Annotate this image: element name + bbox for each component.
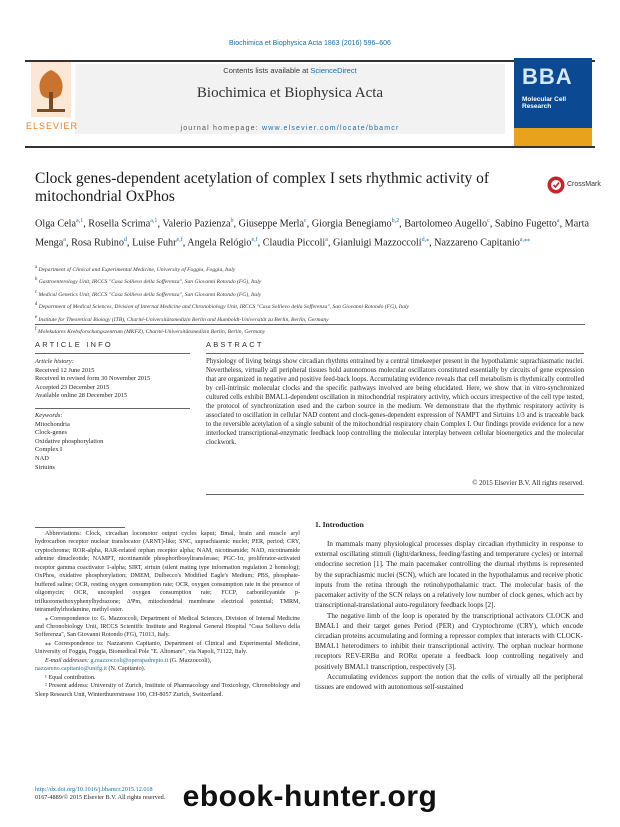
history-item: Received 12 June 2015 — [35, 366, 95, 374]
introduction-body — [315, 539, 583, 692]
abstract-heading: ABSTRACT — [206, 340, 264, 349]
cover-subtitle: Molecular Cell Research — [522, 96, 567, 110]
history-label: Article history: — [35, 358, 74, 365]
cover-title: BBA — [522, 64, 573, 89]
keyword-item: Sirtuins — [35, 463, 55, 471]
author-separator: , — [127, 237, 133, 249]
introduction-heading: 1. Introduction — [315, 520, 364, 529]
author-separator: , — [489, 218, 495, 230]
issn-line: 0167-4889/© 2015 Elsevier B.V. All rights reserved. — [35, 794, 166, 802]
journal-cover[interactable] — [514, 58, 592, 146]
author-affiliation-marker[interactable]: d,⁎ — [421, 237, 430, 244]
author-name[interactable]: Luise Fuhr — [132, 237, 177, 249]
email-label: E-mail addresses: — [45, 657, 91, 664]
author-affiliation-marker[interactable]: a — [63, 237, 66, 244]
article-history — [35, 358, 195, 401]
abstract-bottom-rule — [206, 494, 584, 495]
email-addresses — [35, 657, 300, 674]
affiliation-text: Institute for Theoretical Biology (ITB), Charité-Universitätsmedizin Berlin and Humboldt-Universität zu Berlin, Berlin, Germany — [37, 316, 329, 323]
crossmark-icon[interactable] — [547, 176, 565, 194]
author-separator: , — [399, 218, 405, 230]
author-name[interactable]: Giuseppe Merla — [238, 218, 304, 230]
affiliation — [35, 263, 595, 275]
author-separator: , — [65, 237, 72, 249]
affiliation-text: Department of Clinical and Experimental Medicine, University of Foggia, Foggia, Italy — [37, 266, 236, 273]
footnote-1: ¹ Equal contribution. — [45, 674, 96, 681]
author-affiliation-marker[interactable]: c — [487, 218, 490, 224]
masthead-top-rule — [25, 60, 595, 62]
author-name[interactable]: Claudia Piccoli — [262, 237, 326, 249]
email-owner-1: (G. Mazzoccoli), — [168, 657, 212, 664]
intro-paragraph-2: The negative limb of the loop is operated by the transcriptional activators CLOCK and BMAL1 and their target genes Period (PER) and Cryptochrome (CRY), which encode circadian proteins accumulating and forming a repressor complex that interacts with CLOCK-BMAL1 heterodimers to inhibit their transcriptional activity. The orphan nuclear hormone receptors REV-ERBα and RORα operate a feedback loop controlling negatively and positively BMAL1 transcription, respectively [3]. — [315, 611, 583, 671]
author-name[interactable]: Sabino Fugetto — [494, 218, 557, 230]
author-separator: , — [559, 218, 565, 230]
author-affiliation-marker[interactable]: e,f — [251, 237, 258, 244]
author-separator: , — [306, 218, 312, 230]
abbreviations: Abbreviations: Clock, circadian locomotor output cycles kaput; Bmal, brain and muscle aryl hydrocarbon receptor nuclear translocator (ARNT)-like; SNC, suprachiasmic nuclei; PER, period; CRY, cryptochrome; ROR-alpha, RAR-related orphan receptor alpha; NAM, nicotinamide; NAD, nicotinamide adenine dinucleotide; NAMPT, nicotinamide phosphoribosyltransferase; PGC-1α, proliferator-activated receptor gamma coactivator 1-alpha; SIRT, sirtuin (silent mating type information regulation 2 homolog); OxPhos, oxidative phosphorylation; DMEM, Dulbecco's Modified Eagle's Medium; PBS, phosphate-buffered saline; OCR, resting oxygen consumption rate; OCR, oxygen consumption rate in the presence of oligomycin; OCR, uncoupled oxygen consumption rate; FCCP, carbonilcyanide p-trifluoromethoxyphenylhydrazone; ΔΨm, mitochondrial membrane electrical potential; TMRM, tetramethylrhodamine, methyl ester. — [35, 531, 300, 614]
footnote-2: ² Present address: University of Zurich, Institute of Pharmacology and Toxicology, Chronobiology and Sleep Research Unit, Winterthurerstrasse 190, CH-8057 Zurich, Switzerland. — [35, 683, 300, 698]
author-affiliation-marker[interactable]: a — [325, 237, 328, 244]
keyword-item: Complex I — [35, 446, 63, 454]
article-info-heading: ARTICLE INFO — [35, 340, 113, 349]
author-separator: , — [327, 237, 334, 249]
footnote-rule — [35, 527, 125, 528]
article-title: Clock genes-dependent acetylation of complex I sets rhythmic activity of mitochondrial OxPhos — [35, 170, 490, 205]
affiliation-marker: c — [35, 289, 38, 295]
affiliation-text: Medical Genetics Unit, IRCCS "Casa Sollievo della Sofferenza", San Giovanni Rotondo (FG), Italy — [37, 291, 262, 298]
keyword-item: NAD — [35, 454, 49, 462]
author-affiliation-marker[interactable]: a — [556, 218, 560, 224]
keywords-list — [35, 421, 195, 473]
running-header[interactable]: Biochimica et Biophysica Acta 1863 (2016) 596–606 — [229, 40, 391, 47]
keywords-block — [35, 412, 195, 472]
author-separator: , — [182, 237, 188, 249]
author-name[interactable]: Rosella Scrima — [88, 218, 151, 230]
author-name[interactable]: Angela Relógio — [187, 237, 252, 249]
abstract-rule — [206, 353, 584, 354]
watermark: ebook-hunter.org — [182, 780, 438, 813]
intro-paragraph-1: In mammals many physiological processes display circadian rhythmicity in response to external oscillating stimuli (light/darkness, feeding/fasting and temperature cycles) or internal endocrine secretion [1]. The main pacemaker controlling the diurnal rhythms is represented by the suprachiasmic nuclei (SCN), which are located in the hypothalamus and receive photic inputs from the retina through the retinohypothalamic tract. The molecular basis of the pacemaker activity of the SCN relays on a relatively low number of clock genes, which act by transcriptional-translational auto-regulatory feedback loops [2]. — [315, 540, 583, 610]
author-separator: , — [157, 218, 163, 230]
affiliation-text: Gastroenterology Unit, IRCCS "Casa Sollievo della Sofferenza", San Giovanni Rotondo (FG), Italy — [37, 279, 262, 286]
author-affiliation-marker[interactable]: d — [124, 237, 127, 244]
author-separator: , — [429, 237, 435, 249]
author-affiliation-marker[interactable]: a,1 — [76, 218, 84, 224]
author-affiliation-marker[interactable]: c — [303, 218, 307, 224]
homepage-link[interactable]: www.elsevier.com/locate/bbamcr — [261, 125, 400, 132]
author-name[interactable]: Giorgia Benegiamo — [311, 218, 392, 230]
author-list — [35, 213, 595, 252]
email-owner-2: (N. Capitanio). — [106, 666, 146, 673]
author-affiliation-marker[interactable]: a,⁎⁎ — [519, 237, 531, 244]
elsevier-wordmark: ELSEVIER — [25, 121, 79, 131]
cover-band — [514, 128, 592, 146]
author-affiliation-marker[interactable]: a,1 — [150, 218, 158, 224]
journal-title: Biochimica et Biophysica Acta — [196, 85, 384, 101]
sciencedirect-link[interactable]: ScienceDirect — [310, 66, 357, 75]
keyword-item: Mitochondria — [35, 420, 70, 428]
elsevier-tree-logo — [31, 62, 71, 117]
affiliation-list — [35, 263, 595, 338]
email-link-capitanio[interactable]: nazzareno.capitanio@unifg.it — [35, 666, 107, 673]
keyword-item: Clock-genes — [35, 429, 67, 437]
keywords-rule — [35, 408, 190, 409]
author-name[interactable]: Olga Cela — [35, 218, 77, 230]
affiliation — [35, 300, 595, 312]
contents-prefix: Contents lists available at — [223, 66, 311, 75]
homepage-line — [75, 125, 505, 132]
affiliation-marker: e — [35, 314, 38, 320]
correspondence-2: ⁎⁎ Correspondence to: Nazzareno Capitanio, Department of Clinical and Experimental Medicine, University of Foggia, Foggia, Biomedical Pole "E. Altomare", via Napoli, 71122, Italy. — [35, 640, 300, 656]
affiliation-marker: d — [35, 302, 38, 308]
author-separator: , — [83, 218, 89, 230]
affiliation-text: Department of Medical Sciences, Division of Internal Medicine and Chronobiology Unit, IRCCS "Casa Sollievo della Sofferenza", San Giovanni Rotondo (FG), Italy — [37, 304, 410, 311]
affiliation-text: Molekulares Krebsforschungszentrum (MKFZ), Charité-Universitätsmedizin Berlin, Berlin, Germany — [36, 329, 266, 336]
author-name[interactable]: Valerio Pazienza — [162, 218, 231, 230]
footnotes — [35, 530, 300, 699]
abstract-copyright: © 2015 Elsevier B.V. All rights reserved. — [472, 480, 584, 487]
affiliation — [35, 288, 595, 300]
author-affiliation-marker[interactable]: b,2 — [391, 218, 400, 224]
contents-line — [75, 66, 505, 75]
intro-paragraph-3: Accumulating evidences support the notion that the cells of virtually all the peripheral tissues are endowed with autonomous self-sustained — [315, 672, 583, 692]
author-affiliation-marker[interactable]: b — [230, 218, 234, 224]
history-item: Accepted 23 December 2015 — [35, 383, 110, 391]
homepage-prefix: journal homepage: — [180, 125, 262, 132]
author-name[interactable]: Nazzareno Capitanio — [434, 237, 520, 249]
affiliation — [35, 275, 595, 287]
doi-link[interactable]: http://dx.doi.org/10.1016/j.bbamcr.2015.12.018 — [35, 786, 153, 793]
article-info-rule — [35, 353, 190, 354]
crossmark-label[interactable]: CrossMark — [567, 181, 601, 188]
author-separator: , — [233, 218, 239, 230]
author-name[interactable]: Bartolomeo Augello — [404, 218, 488, 230]
author-name[interactable]: Rosa Rubino — [71, 237, 124, 249]
correspondence-1: ⁎ Correspondence to: G. Mazzoccoli, Department of Medical Sciences, Division of Internal Medicine and Chronobiology Unit, IRCCS Scientific Institute and Regional General Hospital "Casa Sollievo della Sofferenza", San Giovanni Rotondo (FG), 71013, Italy. — [35, 615, 300, 639]
keyword-item: Oxidative phosphorylation — [35, 437, 104, 445]
masthead-bottom-rule — [25, 146, 595, 148]
affiliation-marker: f — [35, 327, 37, 333]
author-name[interactable]: Marta Menga — [35, 218, 589, 249]
affiliation — [35, 325, 595, 337]
author-affiliation-marker[interactable]: e,f — [176, 237, 183, 244]
history-list — [35, 367, 195, 401]
history-item: Available online 28 December 2015 — [35, 392, 128, 400]
affiliation-marker: b — [35, 277, 38, 283]
abstract-text: Physiology of living beings show circadian rhythms entrained by a central timekeeper present in the hypothalamic suprachiasmatic nuclei. Nevertheless, virtually all peripheral tissues hold autonomous molecular oscillators constituted essentially by circuits of gene expression that are organized in negative and positive feed-back loops. Accumulating evidence reveals that cell metabolism is rhythmically controlled by cell-intrinsic molecular clocks and the specific pathways involved are being elucidated. Here, we show that in vitro-synchronized cultured cells exhibit BMAL1-dependent oscillation in mitochondrial respiratory activity, which occurs irrespective of the cell type tested, the protocol of synchronization used and the carbon source in the medium. We demonstrate that the rhythmic respiratory activity is associated to oscillation in cellular NAD content and clock-genes-dependent expression of NAMPT and Sirtuins 1/3 and is traceable back to the reversible acetylation of a single subunit of the mitochondrial respiratory chain Complex I. Our findings provide evidence for a new interlocked transcriptional-enzymatic feedback loop controlling the molecular interplay between cellular bioenergetics and the molecular clockwork. — [206, 358, 584, 446]
keywords-label: Keywords: — [35, 412, 63, 419]
author-separator: , — [257, 237, 263, 249]
history-item: Received in revised form 30 November 2015 — [35, 375, 151, 383]
author-name[interactable]: Gianluigi Mazzoccoli — [333, 237, 422, 249]
email-link-mazzoccoli[interactable]: g.mazzoccoli@operapadrepio.it — [90, 657, 169, 664]
affiliation-marker: a — [35, 265, 38, 270]
front-matter-rule — [35, 324, 585, 325]
